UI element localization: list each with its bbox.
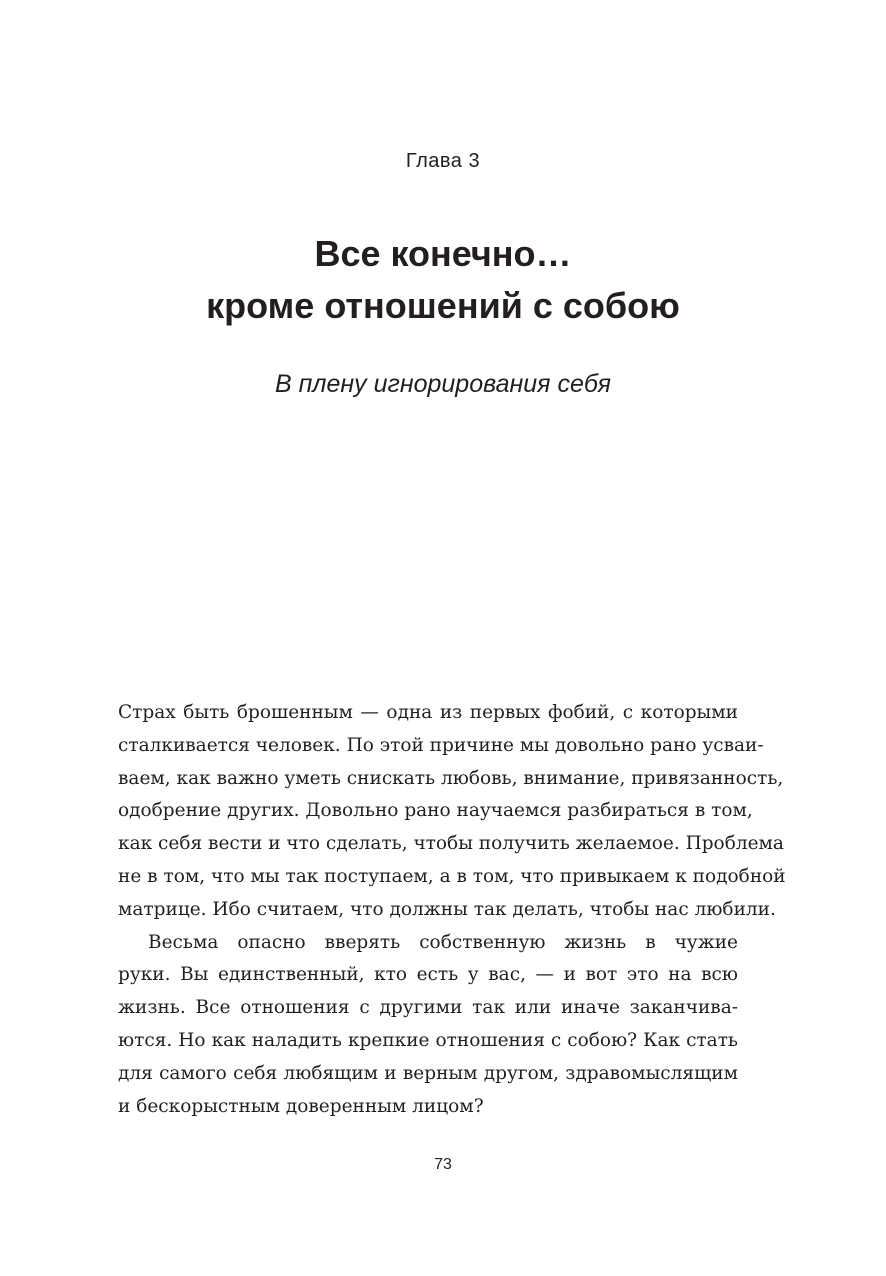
text-line: Страх быть брошенным — одна из первых фобий, с которыми: [118, 702, 738, 723]
chapter-title-line-1: Все конечно…: [314, 233, 572, 274]
text-line: жизнь. Все отношения с другими так или иначе заканчива-: [118, 997, 738, 1019]
text-line: одобрение других. Довольно рано научаемся разбираться в том,: [118, 800, 753, 822]
text-line: матрице. Ибо считаем, что должны так делать, чтобы нас любили.: [118, 898, 776, 920]
body-text: [118, 697, 786, 1123]
paragraph-2: [118, 927, 738, 1124]
chapter-label: Глава 3: [405, 150, 481, 172]
chapter-subtitle: В плену игнорирования себя: [275, 370, 611, 398]
text-line: сталкивается человек. По этой причине мы довольно рано усваи-: [118, 734, 764, 756]
text-line: руки. Вы единственный, кто есть у вас, — и вот это на всю: [118, 964, 738, 986]
text-line: для самого себя любящим и верным другом, здравомыслящим: [118, 1062, 738, 1084]
text-line: ваем, как важно уметь снискать любовь, внимание, привязанность,: [118, 767, 784, 789]
paragraph-1: [118, 697, 786, 927]
text-line: как себя вести и что сделать, чтобы получить желаемое. Проблема: [118, 833, 784, 855]
page-number: 73: [434, 1156, 452, 1173]
chapter-title: [0, 228, 886, 332]
text-line: Весьма опасно вверять собственную жизнь в чужие: [148, 931, 738, 953]
text-line: не в том, что мы так поступаем, а в том, что привыкаем к подобной: [118, 865, 786, 887]
chapter-title-line-2: кроме отношений с собою: [206, 285, 680, 326]
text-line: ются. Но как наладить крепкие отношения с собою? Как стать: [118, 1029, 738, 1051]
text-line: и бескорыстным доверенным лицом?: [118, 1095, 484, 1117]
